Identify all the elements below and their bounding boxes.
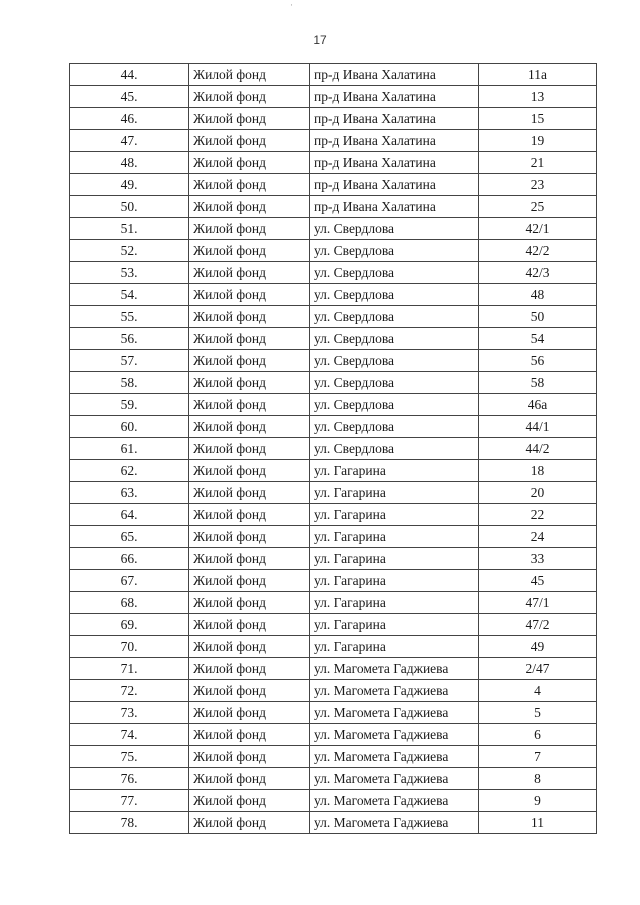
table-row: [70, 152, 597, 174]
object-type-cell: Жилой фонд: [189, 130, 310, 152]
object-type-cell: Жилой фонд: [189, 328, 310, 350]
street-cell: пр-д Ивана Халатина: [310, 64, 479, 86]
street-cell: ул. Магомета Гаджиева: [310, 790, 479, 812]
street-cell: ул. Гагарина: [310, 548, 479, 570]
object-type-cell: Жилой фонд: [189, 152, 310, 174]
table-row: [70, 174, 597, 196]
row-number-cell: 77.: [70, 790, 189, 812]
object-type-cell: Жилой фонд: [189, 570, 310, 592]
row-number-cell: 64.: [70, 504, 189, 526]
row-number-cell: 71.: [70, 658, 189, 680]
table-row: [70, 438, 597, 460]
street-cell: ул. Свердлова: [310, 284, 479, 306]
table-row: [70, 526, 597, 548]
table-row: [70, 812, 597, 834]
object-type-cell: Жилой фонд: [189, 86, 310, 108]
row-number-cell: 62.: [70, 460, 189, 482]
house-number-cell: 24: [479, 526, 597, 548]
object-type-cell: Жилой фонд: [189, 174, 310, 196]
street-cell: ул. Магомета Гаджиева: [310, 746, 479, 768]
house-number-cell: 42/3: [479, 262, 597, 284]
object-type-cell: Жилой фонд: [189, 438, 310, 460]
street-cell: пр-д Ивана Халатина: [310, 174, 479, 196]
object-type-cell: Жилой фонд: [189, 768, 310, 790]
street-cell: ул. Свердлова: [310, 372, 479, 394]
row-number-cell: 66.: [70, 548, 189, 570]
object-type-cell: Жилой фонд: [189, 746, 310, 768]
object-type-cell: Жилой фонд: [189, 482, 310, 504]
table-row: [70, 108, 597, 130]
house-number-cell: 45: [479, 570, 597, 592]
row-number-cell: 50.: [70, 196, 189, 218]
house-number-cell: 33: [479, 548, 597, 570]
object-type-cell: Жилой фонд: [189, 306, 310, 328]
object-type-cell: Жилой фонд: [189, 724, 310, 746]
table-row: [70, 460, 597, 482]
house-number-cell: 58: [479, 372, 597, 394]
house-number-cell: 9: [479, 790, 597, 812]
street-cell: ул. Свердлова: [310, 438, 479, 460]
row-number-cell: 54.: [70, 284, 189, 306]
table-row: [70, 372, 597, 394]
table-row: [70, 636, 597, 658]
street-cell: пр-д Ивана Халатина: [310, 130, 479, 152]
row-number-cell: 44.: [70, 64, 189, 86]
table-body: [70, 64, 597, 834]
row-number-cell: 61.: [70, 438, 189, 460]
object-type-cell: Жилой фонд: [189, 702, 310, 724]
house-number-cell: 47/1: [479, 592, 597, 614]
row-number-cell: 55.: [70, 306, 189, 328]
table-row: [70, 64, 597, 86]
object-type-cell: Жилой фонд: [189, 526, 310, 548]
house-number-cell: 21: [479, 152, 597, 174]
house-number-cell: 56: [479, 350, 597, 372]
house-number-cell: 20: [479, 482, 597, 504]
object-type-cell: Жилой фонд: [189, 592, 310, 614]
table-row: [70, 262, 597, 284]
street-cell: ул. Магомета Гаджиева: [310, 724, 479, 746]
object-type-cell: Жилой фонд: [189, 372, 310, 394]
row-number-cell: 47.: [70, 130, 189, 152]
street-cell: ул. Магомета Гаджиева: [310, 702, 479, 724]
row-number-cell: 70.: [70, 636, 189, 658]
row-number-cell: 46.: [70, 108, 189, 130]
row-number-cell: 73.: [70, 702, 189, 724]
row-number-cell: 59.: [70, 394, 189, 416]
street-cell: ул. Свердлова: [310, 306, 479, 328]
street-cell: ул. Свердлова: [310, 262, 479, 284]
street-cell: ул. Свердлова: [310, 218, 479, 240]
street-cell: ул. Магомета Гаджиева: [310, 768, 479, 790]
street-cell: ул. Гагарина: [310, 592, 479, 614]
house-number-cell: 50: [479, 306, 597, 328]
table-row: [70, 416, 597, 438]
table-row: [70, 504, 597, 526]
object-type-cell: Жилой фонд: [189, 812, 310, 834]
table-row: [70, 680, 597, 702]
house-number-cell: 54: [479, 328, 597, 350]
street-cell: ул. Свердлова: [310, 328, 479, 350]
row-number-cell: 57.: [70, 350, 189, 372]
street-cell: ул. Гагарина: [310, 504, 479, 526]
street-cell: пр-д Ивана Халатина: [310, 152, 479, 174]
object-type-cell: Жилой фонд: [189, 658, 310, 680]
house-number-cell: 42/1: [479, 218, 597, 240]
object-type-cell: Жилой фонд: [189, 108, 310, 130]
object-type-cell: Жилой фонд: [189, 240, 310, 262]
street-cell: ул. Гагарина: [310, 460, 479, 482]
house-number-cell: 2/47: [479, 658, 597, 680]
house-number-cell: 13: [479, 86, 597, 108]
table-row: [70, 570, 597, 592]
house-number-cell: 22: [479, 504, 597, 526]
street-cell: ул. Гагарина: [310, 526, 479, 548]
row-number-cell: 58.: [70, 372, 189, 394]
row-number-cell: 78.: [70, 812, 189, 834]
house-number-cell: 7: [479, 746, 597, 768]
street-cell: ул. Гагарина: [310, 570, 479, 592]
house-number-cell: 48: [479, 284, 597, 306]
row-number-cell: 52.: [70, 240, 189, 262]
row-number-cell: 45.: [70, 86, 189, 108]
object-type-cell: Жилой фонд: [189, 64, 310, 86]
street-cell: ул. Свердлова: [310, 240, 479, 262]
street-cell: ул. Свердлова: [310, 394, 479, 416]
row-number-cell: 67.: [70, 570, 189, 592]
row-number-cell: 53.: [70, 262, 189, 284]
object-type-cell: Жилой фонд: [189, 416, 310, 438]
row-number-cell: 48.: [70, 152, 189, 174]
table-row: [70, 328, 597, 350]
object-type-cell: Жилой фонд: [189, 636, 310, 658]
table-row: [70, 592, 597, 614]
object-type-cell: Жилой фонд: [189, 548, 310, 570]
street-cell: пр-д Ивана Халатина: [310, 86, 479, 108]
house-number-cell: 42/2: [479, 240, 597, 262]
table-row: [70, 394, 597, 416]
table-row: [70, 130, 597, 152]
street-cell: ул. Гагарина: [310, 614, 479, 636]
row-number-cell: 76.: [70, 768, 189, 790]
object-type-cell: Жилой фонд: [189, 284, 310, 306]
table-row: [70, 482, 597, 504]
object-type-cell: Жилой фонд: [189, 262, 310, 284]
row-number-cell: 60.: [70, 416, 189, 438]
house-number-cell: 11а: [479, 64, 597, 86]
house-number-cell: 19: [479, 130, 597, 152]
table-row: [70, 306, 597, 328]
house-number-cell: 23: [479, 174, 597, 196]
house-number-cell: 25: [479, 196, 597, 218]
table-row: [70, 614, 597, 636]
table-row: [70, 86, 597, 108]
object-type-cell: Жилой фонд: [189, 218, 310, 240]
house-number-cell: 49: [479, 636, 597, 658]
row-number-cell: 65.: [70, 526, 189, 548]
row-number-cell: 56.: [70, 328, 189, 350]
house-number-cell: 18: [479, 460, 597, 482]
object-type-cell: Жилой фонд: [189, 504, 310, 526]
house-number-cell: 11: [479, 812, 597, 834]
house-number-cell: 44/2: [479, 438, 597, 460]
object-type-cell: Жилой фонд: [189, 460, 310, 482]
table-row: [70, 724, 597, 746]
house-number-cell: 4: [479, 680, 597, 702]
row-number-cell: 68.: [70, 592, 189, 614]
house-number-cell: 44/1: [479, 416, 597, 438]
table-row: [70, 768, 597, 790]
house-number-cell: 5: [479, 702, 597, 724]
object-type-cell: Жилой фонд: [189, 614, 310, 636]
street-cell: пр-д Ивана Халатина: [310, 108, 479, 130]
row-number-cell: 74.: [70, 724, 189, 746]
house-number-cell: 46а: [479, 394, 597, 416]
table-row: [70, 548, 597, 570]
row-number-cell: 75.: [70, 746, 189, 768]
page-number: 17: [313, 33, 327, 47]
street-cell: пр-д Ивана Халатина: [310, 196, 479, 218]
row-number-cell: 49.: [70, 174, 189, 196]
object-type-cell: Жилой фонд: [189, 394, 310, 416]
street-cell: ул. Магомета Гаджиева: [310, 658, 479, 680]
street-cell: ул. Гагарина: [310, 482, 479, 504]
table-row: [70, 658, 597, 680]
table-row: [70, 790, 597, 812]
row-number-cell: 69.: [70, 614, 189, 636]
street-cell: ул. Свердлова: [310, 416, 479, 438]
street-cell: ул. Магомета Гаджиева: [310, 680, 479, 702]
street-cell: ул. Свердлова: [310, 350, 479, 372]
house-number-cell: 8: [479, 768, 597, 790]
row-number-cell: 72.: [70, 680, 189, 702]
object-type-cell: Жилой фонд: [189, 680, 310, 702]
table-row: [70, 702, 597, 724]
house-number-cell: 15: [479, 108, 597, 130]
table-row: [70, 240, 597, 262]
table-row: [70, 350, 597, 372]
table-row: [70, 746, 597, 768]
object-type-cell: Жилой фонд: [189, 790, 310, 812]
house-number-cell: 47/2: [479, 614, 597, 636]
table-row: [70, 284, 597, 306]
scan-artifact: ·: [290, 0, 293, 10]
row-number-cell: 63.: [70, 482, 189, 504]
table-row: [70, 196, 597, 218]
row-number-cell: 51.: [70, 218, 189, 240]
object-type-cell: Жилой фонд: [189, 196, 310, 218]
house-number-cell: 6: [479, 724, 597, 746]
table-row: [70, 218, 597, 240]
housing-registry-table: [69, 63, 597, 834]
object-type-cell: Жилой фонд: [189, 350, 310, 372]
street-cell: ул. Гагарина: [310, 636, 479, 658]
street-cell: ул. Магомета Гаджиева: [310, 812, 479, 834]
